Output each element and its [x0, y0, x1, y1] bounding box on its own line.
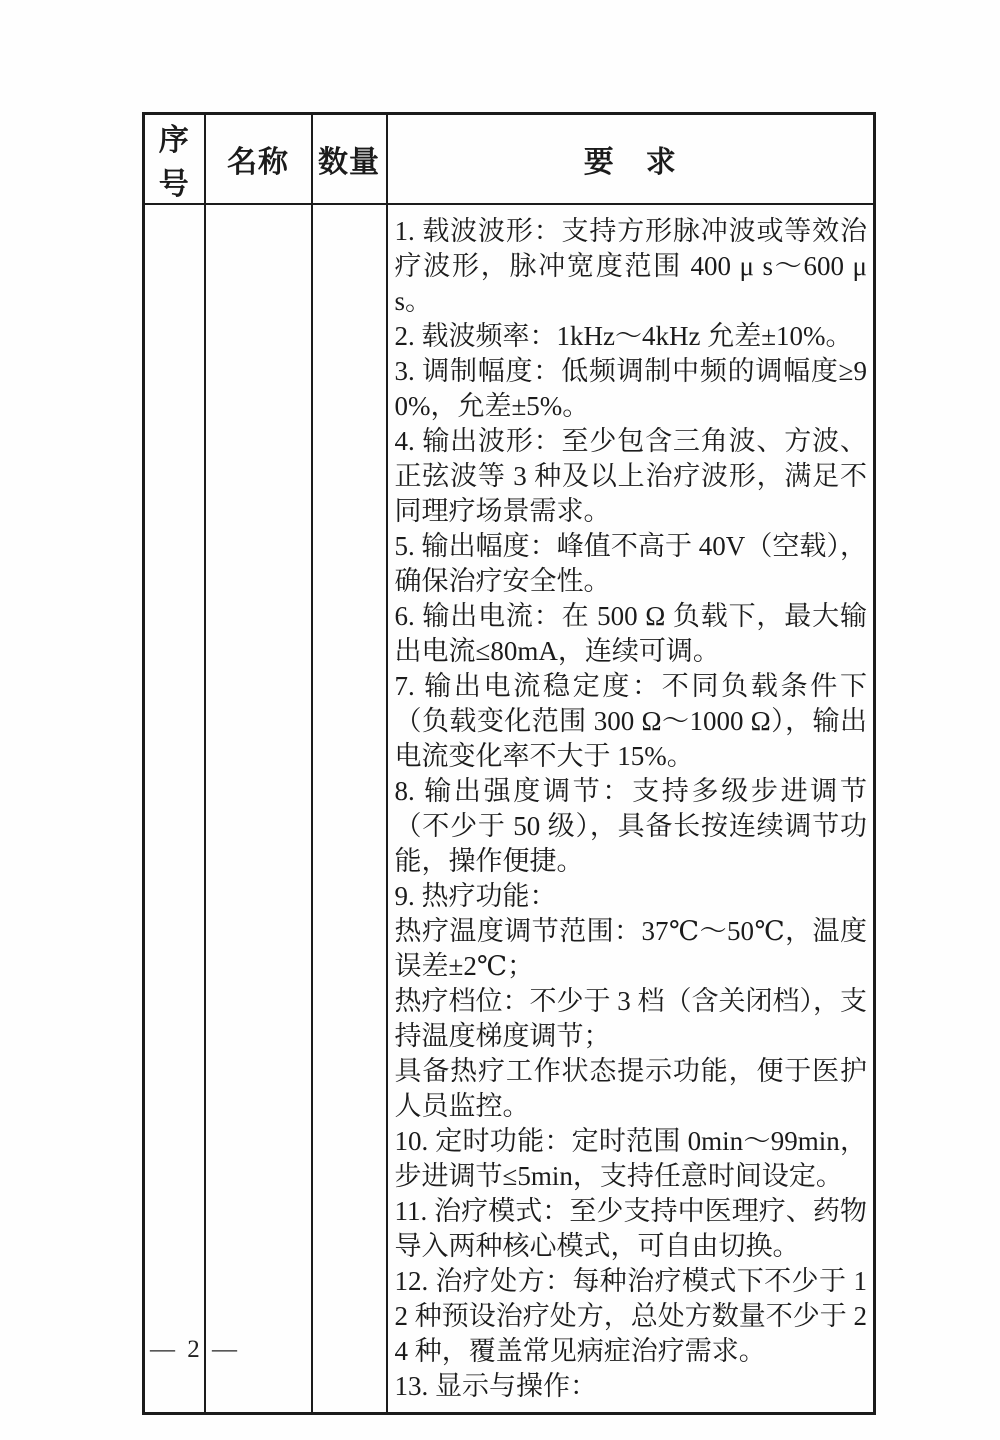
requirement-item: 4. 输出波形：至少包含三角波、方波、正弦波等 3 种及以上治疗波形，满足不同理疗场景需求。	[394, 426, 867, 526]
requirement-item: 11. 治疗模式：至少支持中医理疗、药物导入两种核心模式，可自由切换。	[394, 1196, 867, 1261]
requirement-item: 热疗档位：不少于 3 档（含关闭档），支持温度梯度调节；	[394, 986, 867, 1051]
requirement-item: 热疗温度调节范围：37℃～50℃，温度误差±2℃；	[394, 916, 867, 981]
requirement-item: 具备热疗工作状态提示功能，便于医护人员监控。	[394, 1056, 867, 1121]
requirement-item: 7. 输出电流稳定度：不同负载条件下（负载变化范围 300 Ω～1000 Ω），输出电流变化率不大于 15%。	[394, 671, 867, 771]
requirement-item: 9. 热疗功能：	[394, 881, 557, 911]
table-header-row	[144, 114, 875, 205]
requirement-item: 2. 载波频率：1kHz～4kHz 允差±10%。	[394, 321, 853, 351]
header-name: 名称	[205, 114, 312, 205]
header-quantity: 数量	[312, 114, 387, 205]
table-row	[144, 204, 875, 1414]
requirements-list	[388, 205, 874, 1412]
header-requirements: 要 求	[387, 114, 875, 205]
header-serial-number: 序号	[144, 114, 205, 205]
requirement-item: 6. 输出电流：在 500 Ω 负载下，最大输出电流≤80mA，连续可调。	[394, 601, 867, 666]
requirement-item: 1. 载波波形：支持方形脉冲波或等效治疗波形，脉冲宽度范围 400 μ s～600 μ s。	[394, 216, 867, 316]
name-cell	[205, 204, 312, 1414]
spec-table	[142, 112, 876, 1415]
page-number: — 2 —	[150, 1336, 240, 1363]
requirement-item: 8. 输出强度调节：支持多级步进调节（不少于 50 级），具备长按连续调节功能，操作便捷。	[394, 776, 867, 876]
requirement-item: 12. 治疗处方：每种治疗模式下不少于 12 种预设治疗处方，总处方数量不少于 24 种，覆盖常见病症治疗需求。	[394, 1266, 867, 1366]
requirement-item: 3. 调制幅度：低频调制中频的调幅度≥90%，允差±5%。	[394, 356, 867, 421]
requirement-item: 13. 显示与操作：	[394, 1371, 597, 1401]
serial-number-cell	[144, 204, 205, 1414]
requirements-cell	[387, 204, 875, 1414]
requirement-item: 10. 定时功能：定时范围 0min～99min，步进调节≤5min，支持任意时间设定。	[394, 1126, 867, 1191]
requirement-item: 5. 输出幅度：峰值不高于 40V（空载），确保治疗安全性。	[394, 531, 867, 596]
quantity-cell	[312, 204, 387, 1414]
